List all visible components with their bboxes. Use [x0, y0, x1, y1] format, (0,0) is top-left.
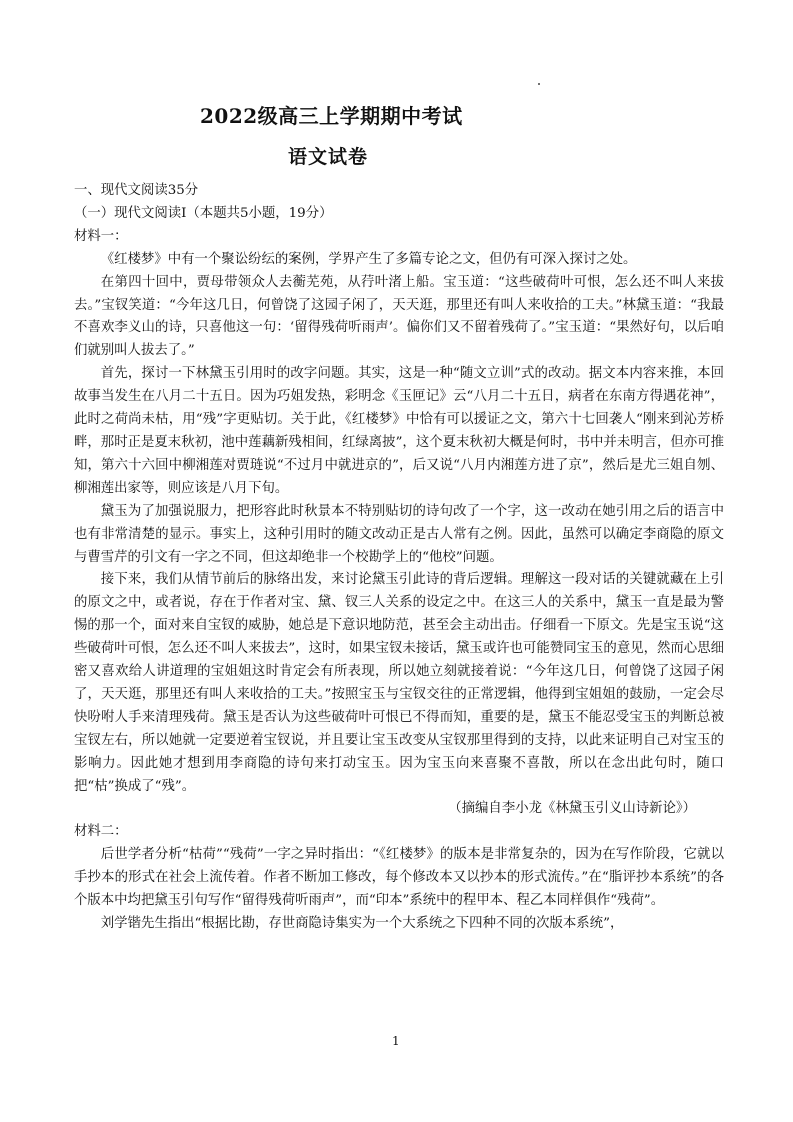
- exam-subtitle: 语文试卷: [288, 146, 369, 168]
- material-1-paragraph: 黛玉为了加强说服力，把形容此时秋景本不特别贴切的诗句改了一个字，这一改动在她引用之后的语言中也有非常清楚的显示。事实上，这种引用时的随文改动正是古人常有之例。因此，虽然可以确定李商隐的原文与曹雪芹的引文有一字之不同，但这却绝非一个校勘学上的“他校”问题。: [74, 503, 724, 565]
- scan-speck: [538, 83, 540, 85]
- section-heading: 一、现代文阅读35分: [74, 183, 199, 198]
- exam-content: [74, 180, 724, 936]
- material-1-paragraph: 接下来，我们从情节前后的脉络出发，来讨论黛玉引此诗的背后逻辑。理解这一段对话的关键就藏在上引的原文之中，或者说，存在于作者对宝、黛、钗三人关系的设定之中。在这三人的关系中，黛玉一直是最为警惕的那一个，面对来自宝钗的威胁，她总是下意识地防范，甚至会主动出击。仔细看一下原文。先是宝玉说“这些破荷叶可恨，怎么还不叫人来拔去”，这时，如果宝钗未接话，黛玉或许也可能赞同宝玉的意见，然而心思细密又喜欢给人讲道理的宝姐姐这时肯定会有所表现，所以她立刻就接着说：“今年这几日，何曾饶了这园子闲了，天天逛，那里还有叫人来收拾的工夫。”按照宝玉与宝钗交往的正常逻辑，他得到宝姐姐的鼓励，一定会尽快吩咐人手来清理残荷。黛玉是否认为这些破荷叶可恨已不得而知，重要的是，黛玉不能忍受宝玉的判断总被宝钗左右，所以她就一定要逆着宝钗说，并且要让宝玉改变从宝钗那里得到的支持，以此来证明自己对宝玉的影响力。因此她才想到用李商隐的诗句来打动宝玉。因为宝玉向来喜聚不喜散，所以在念出此句时，随口把“枯”换成了“残”。: [74, 572, 724, 794]
- material-1-paragraph: 《红楼梦》中有一个聚讼纷纭的案例，学界产生了多篇专论之文，但仍有可深入探讨之处。: [100, 251, 637, 267]
- exam-title: 2022级高三上学期期中考试: [200, 104, 463, 128]
- section-subheading: （一）现代文阅读Ⅰ（本题共5小题，19分）: [74, 205, 333, 221]
- material-2-paragraph: 后世学者分析“枯荷”“残荷”一字之异时指出：“《红楼梦》的版本是非常复杂的，因为在写作阶段，它就以手抄本的形式在社会上流传着。作者不断加工修改，每个修改本又以抄本的形式流传。”在“脂评抄本系统”的各个版本中均把黛玉引句写作“留得残荷听雨声”，而“印本”系统中的程甲本、程乙本同样俱作“残荷”。: [74, 847, 724, 909]
- material-1-label: 材料一：: [74, 228, 128, 244]
- page-number: 1: [392, 1034, 400, 1048]
- material-2-paragraph: 刘学锴先生指出“根据比勘，存世商隐诗集实为一个大系统之下四种不同的次版本系统”，: [100, 916, 624, 931]
- material-2-label: 材料二：: [74, 824, 128, 840]
- material-1-paragraph: 首先，探讨一下林黛玉引用时的改字问题。其实，这是一种“随文立训”式的改动。据文本内容来推，本回故事当发生在八月二十五日。因为巧姐发热，彩明念《玉匣记》云“八月二十五日，病者在东南方得遇花神”，此时之荷尚未枯，用“残”字更贴切。关于此，《红楼梦》中恰有可以援证之文，第六十七回袭人“刚来到沁芳桥畔，那时正是夏末秋初，池中莲藕新残相间，红绿离披”，这个夏末秋初大概是何时，书中并未明言，但亦可推知，第六十六回中柳湘莲对贾琏说“不过月中就进京的”，后又说“八月内湘莲方进了京”，然后是尤三姐自刎、柳湘莲出家等，则应该是八月下旬。: [74, 366, 724, 496]
- material-1-paragraph: 在第四十回中，贾母带领众人去蘅芜苑，从荇叶渚上船。宝玉道：“这些破荷叶可恨，怎么还不叫人来拔去。”宝钗笑道：“今年这几日，何曾饶了这园子闲了，天天逛，那里还有叫人来收拾的工夫。”林黛玉道：“我最不喜欢李义山的诗，只喜他这一句：‘留得残荷听雨声’。偏你们又不留着残荷了。”宝玉道：“果然好句，以后咱们就别叫人拔去了。”: [74, 274, 724, 359]
- material-1-source: （摘编自李小龙《林黛玉引义山诗新论》）: [448, 801, 696, 817]
